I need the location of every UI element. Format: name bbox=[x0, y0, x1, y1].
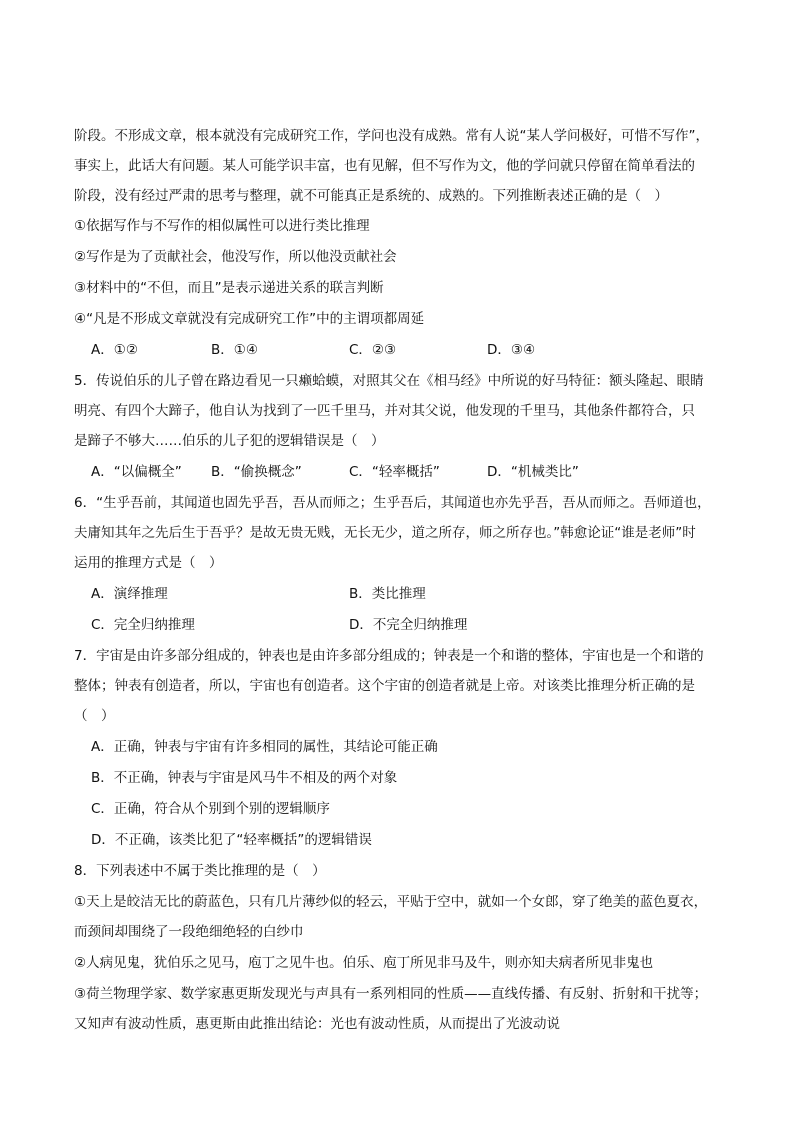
q6-stem-line-1: 6．“生乎吾前，其闻道也固先乎吾，吾从而师之；生乎吾后，其闻道也亦先乎吾，吾从而师之。吾师道也， bbox=[74, 495, 711, 511]
q6-option-c[interactable]: C．完全归纳推理 bbox=[91, 617, 195, 633]
q5-option-d[interactable]: D．“机械类比” bbox=[487, 464, 579, 480]
q8-stem: 8．下列表述中不属于类比推理的是（ ） bbox=[74, 863, 326, 879]
q6-stem-line-3: 运用的推理方式是（ ） bbox=[74, 555, 223, 571]
q6-option-a[interactable]: A．演绎推理 bbox=[91, 586, 168, 602]
q6-option-d[interactable]: D．不完全归纳推理 bbox=[349, 617, 468, 633]
q8-item-1-line-1: ①天上是皎洁无比的蔚蓝色，只有几片薄纱似的轻云，平贴于空中，就如一个女郎，穿了绝美的蓝色夏衣， bbox=[74, 894, 708, 910]
q6-stem-line-2: 夫庸知其年之先后生于吾乎？是故无贵无贱，无长无少，道之所存，师之所存也。”韩愈论证“谁是老师”时 bbox=[74, 525, 696, 541]
q7-stem-line-2: 整体；钟表有创造者，所以，宇宙也有创造者。这个宇宙的创造者就是上帝。对该类比推理分析正确的是 bbox=[74, 678, 695, 694]
q8-item-1-line-2: 而颈间却围绕了一段绝细绝轻的白纱巾 bbox=[74, 924, 304, 940]
q4-passage-line-2: 事实上，此话大有问题。某人可能学识丰富，也有见解，但不写作为文，他的学问就只停留在简单看法的 bbox=[74, 158, 695, 174]
q7-option-a[interactable]: A．正确，钟表与宇宙有许多相同的属性，其结论可能正确 bbox=[91, 739, 438, 755]
q7-option-b[interactable]: B．不正确，钟表与宇宙是风马牛不相及的两个对象 bbox=[91, 770, 398, 786]
q8-item-2: ②人病见鬼，犹伯乐之见马，庖丁之见牛也。伯乐、庖丁所见非马及牛，则亦知夫病者所见非鬼也 bbox=[74, 955, 654, 971]
q6-option-b[interactable]: B．类比推理 bbox=[349, 586, 426, 602]
q8-item-3-line-1: ③荷兰物理学家、数学家惠更斯发现光与声具有一系列相同的性质——直线传播、有反射、折射和干扰等； bbox=[74, 986, 708, 1002]
q4-option-c[interactable]: C．②③ bbox=[349, 342, 397, 358]
q7-stem-line-3: （ ） bbox=[74, 708, 115, 724]
q4-statement-1: ①依据写作与不写作的相似属性可以进行类比推理 bbox=[74, 218, 370, 234]
q4-statement-3: ③材料中的“不但，而且”是表示递进关系的联言判断 bbox=[74, 280, 384, 296]
q5-stem-line-3: 是蹄子不够大……伯乐的儿子犯的逻辑错误是（ ） bbox=[74, 433, 385, 449]
q5-option-c[interactable]: C．“轻率概括” bbox=[349, 464, 440, 480]
q8-item-3-line-2: 又知声有波动性质，惠更斯由此推出结论：光也有波动性质，从而提出了光波动说 bbox=[74, 1016, 560, 1032]
q4-option-b[interactable]: B．①④ bbox=[211, 342, 258, 358]
q5-stem-line-1: 5．传说伯乐的儿子曾在路边看见一只癞蛤蟆，对照其父在《相马经》中所说的好马特征：额头隆起、眼睛 bbox=[74, 373, 704, 389]
q4-option-d[interactable]: D．③④ bbox=[487, 342, 536, 358]
q5-option-b[interactable]: B．“偷换概念” bbox=[211, 464, 302, 480]
q7-option-d[interactable]: D．不正确，该类比犯了“轻率概括”的逻辑错误 bbox=[91, 832, 372, 848]
q4-passage-line-1: 阶段。不形成文章，根本就没有完成研究工作，学问也没有成熟。常有人说“某人学问极好，可惜不写作”， bbox=[74, 128, 709, 144]
q5-option-a[interactable]: A．“以偏概全” bbox=[91, 464, 182, 480]
q5-stem-line-2: 明亮、有四个大蹄子，他自认为找到了一匹千里马，并对其父说，他发现的千里马，其他条件都符合，只 bbox=[74, 403, 695, 419]
q4-statement-4: ④“凡是不形成文章就没有完成研究工作”中的主谓项都周延 bbox=[74, 311, 425, 327]
q7-option-c[interactable]: C．正确，符合从个别到个别的逻辑顺序 bbox=[91, 801, 330, 817]
q4-statement-2: ②写作是为了贡献社会，他没写作，所以他没贡献社会 bbox=[74, 249, 397, 265]
q4-passage-line-3: 阶段，没有经过严肃的思考与整理，就不可能真正是系统的、成熟的。下列推断表述正确的是（ ） bbox=[74, 188, 668, 204]
q4-option-a[interactable]: A．①② bbox=[91, 342, 138, 358]
q7-stem-line-1: 7．宇宙是由许多部分组成的，钟表也是由许多部分组成的；钟表是一个和谐的整体，宇宙也是一个和谐的 bbox=[74, 648, 704, 664]
